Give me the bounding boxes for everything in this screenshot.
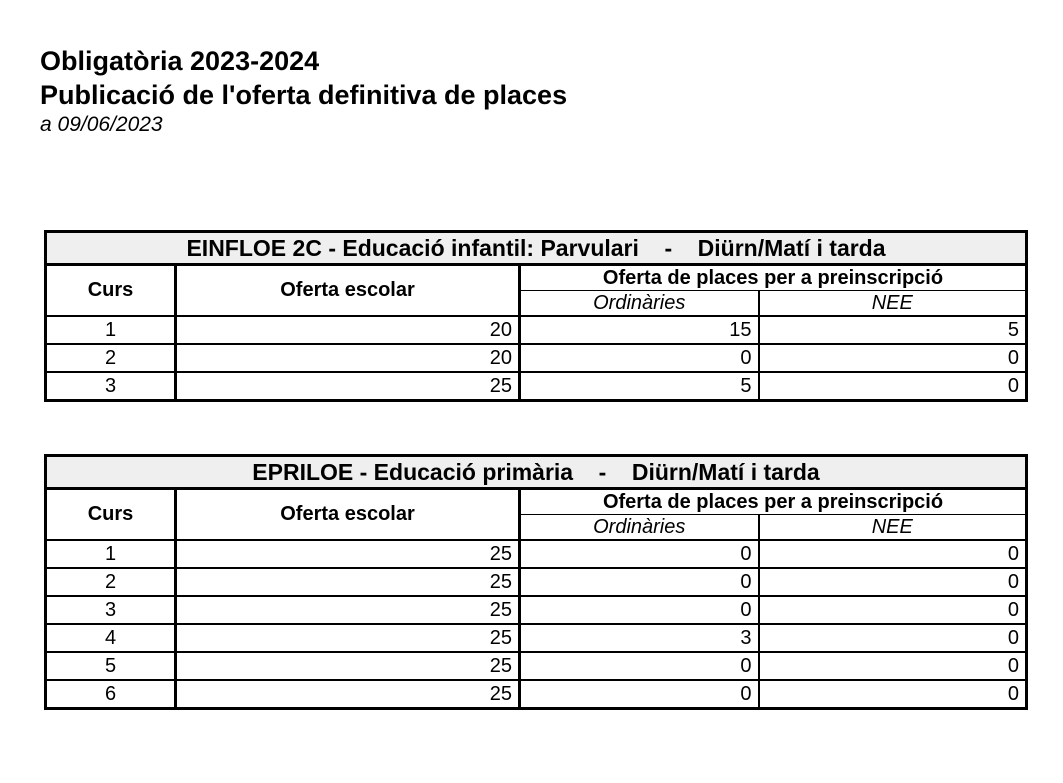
cell-nee: 0 xyxy=(759,568,1027,596)
cell-curs: 4 xyxy=(46,624,176,652)
table-row xyxy=(46,596,1027,624)
cell-nee: 0 xyxy=(759,344,1027,372)
table-row xyxy=(46,568,1027,596)
cell-oferta: 20 xyxy=(176,344,520,372)
offer-table-primaria xyxy=(44,454,1028,710)
cell-oferta: 25 xyxy=(176,652,520,680)
cell-curs: 3 xyxy=(46,372,176,401)
table-title: EINFLOE 2C - Educació infantil: Parvulari - Diürn/Matí i tarda xyxy=(46,232,1027,265)
table-body xyxy=(46,316,1027,401)
column-header-oferta-escolar: Oferta escolar xyxy=(176,489,520,541)
cell-curs: 6 xyxy=(46,680,176,709)
table-row xyxy=(46,344,1027,372)
cell-curs: 2 xyxy=(46,344,176,372)
cell-nee: 0 xyxy=(759,680,1027,709)
document-subtitle: Publicació de l'oferta definitiva de places xyxy=(40,80,568,110)
cell-ordinaries: 15 xyxy=(520,316,759,344)
column-header-ordinaries: Ordinàries xyxy=(520,515,759,541)
column-header-nee: NEE xyxy=(759,291,1027,317)
cell-ordinaries: 0 xyxy=(520,568,759,596)
table-title: EPRILOE - Educació primària - Diürn/Matí i tarda xyxy=(46,456,1027,489)
cell-curs: 5 xyxy=(46,652,176,680)
document-title: Obligatòria 2023-2024 xyxy=(40,46,320,76)
column-header-curs: Curs xyxy=(46,489,176,541)
column-header-nee: NEE xyxy=(759,515,1027,541)
cell-ordinaries: 0 xyxy=(520,344,759,372)
column-group-header: Oferta de places per a preinscripció xyxy=(520,489,1027,515)
cell-nee: 0 xyxy=(759,540,1027,568)
cell-curs: 1 xyxy=(46,316,176,344)
offer-table-infantil xyxy=(44,230,1028,402)
publication-date: a 09/06/2023 xyxy=(40,113,163,136)
table-row xyxy=(46,652,1027,680)
cell-oferta: 25 xyxy=(176,624,520,652)
column-group-header: Oferta de places per a preinscripció xyxy=(520,265,1027,291)
column-header-oferta-escolar: Oferta escolar xyxy=(176,265,520,317)
column-header-ordinaries: Ordinàries xyxy=(520,291,759,317)
cell-curs: 3 xyxy=(46,596,176,624)
table-row xyxy=(46,316,1027,344)
cell-ordinaries: 3 xyxy=(520,624,759,652)
cell-ordinaries: 0 xyxy=(520,596,759,624)
table-row xyxy=(46,624,1027,652)
cell-nee: 0 xyxy=(759,652,1027,680)
cell-oferta: 25 xyxy=(176,680,520,709)
column-header-curs: Curs xyxy=(46,265,176,317)
cell-nee: 5 xyxy=(759,316,1027,344)
cell-oferta: 20 xyxy=(176,316,520,344)
cell-oferta: 25 xyxy=(176,596,520,624)
cell-ordinaries: 5 xyxy=(520,372,759,401)
table-row xyxy=(46,680,1027,709)
cell-nee: 0 xyxy=(759,624,1027,652)
cell-ordinaries: 0 xyxy=(520,680,759,709)
cell-nee: 0 xyxy=(759,596,1027,624)
table-row xyxy=(46,372,1027,401)
document-header xyxy=(40,44,567,138)
cell-oferta: 25 xyxy=(176,540,520,568)
cell-nee: 0 xyxy=(759,372,1027,401)
cell-oferta: 25 xyxy=(176,372,520,401)
table-body xyxy=(46,540,1027,709)
cell-curs: 1 xyxy=(46,540,176,568)
cell-ordinaries: 0 xyxy=(520,652,759,680)
cell-oferta: 25 xyxy=(176,568,520,596)
cell-curs: 2 xyxy=(46,568,176,596)
cell-ordinaries: 0 xyxy=(520,540,759,568)
table-row xyxy=(46,540,1027,568)
